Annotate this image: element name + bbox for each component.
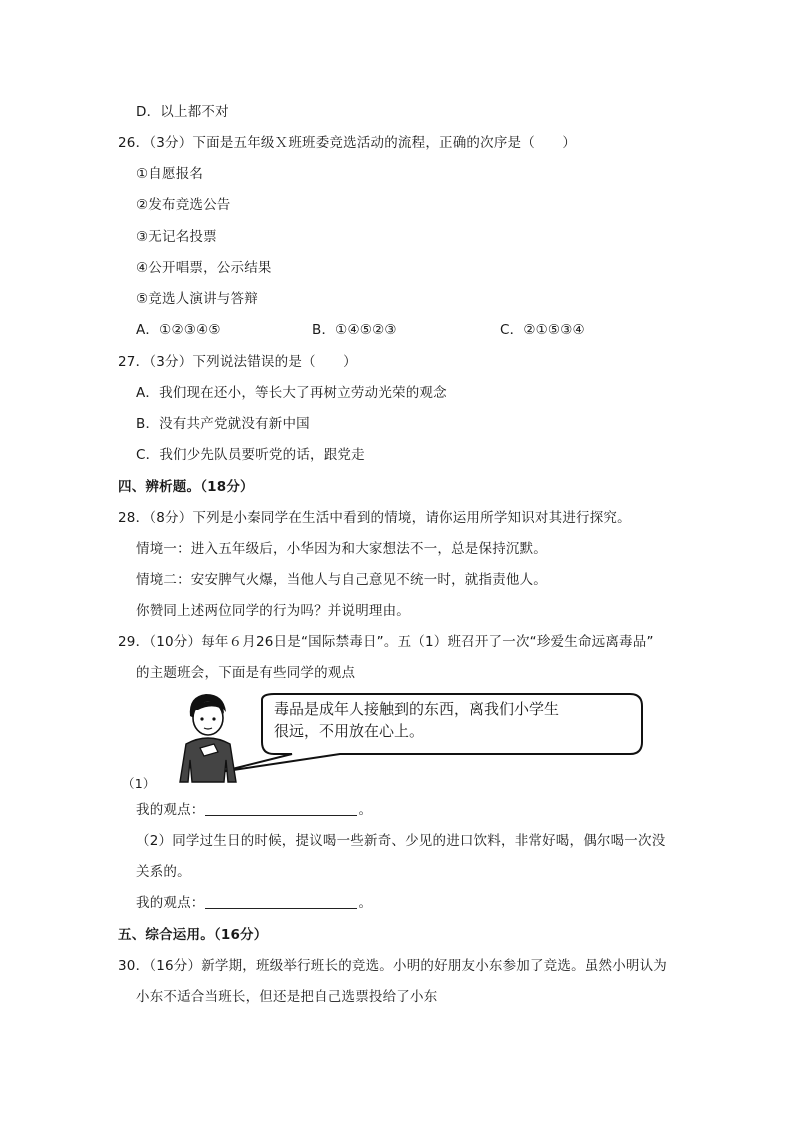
q26-step-5: ⑤竞选人演讲与答辩 <box>136 291 258 307</box>
my-view-label: 我的观点： <box>136 802 205 818</box>
q26-option-b: B．①④⑤②③ <box>312 322 397 338</box>
student-speech-illustration <box>170 686 650 786</box>
question-28-stem: 28．（8分）下列是小秦同学在生活中看到的情境，请你运用所学知识对其进行探究。 <box>118 510 631 526</box>
q29-my-view-2 <box>136 893 372 913</box>
q28-situation-1: 情境一：进入五年级后，小华因为和大家想法不一，总是保持沉默。 <box>136 541 547 557</box>
q27-option-c: C．我们少先队员要听党的话，跟党走 <box>136 447 365 463</box>
q29-sub1-label: （1） <box>122 776 156 791</box>
q29-sub2-line2: 关系的。 <box>136 864 191 880</box>
q26-option-a: A．①②③④⑤ <box>136 322 221 338</box>
q28-situation-2: 情境二：安安脾气火爆，当他人与自己意见不统一时，就指责他人。 <box>136 572 547 588</box>
q26-step-2: ②发布竞选公告 <box>136 197 231 213</box>
question-29-stem-line1: 29．（10分）每年６月26日是“国际禁毒日”。五（1）班召开了一次“珍爱生命远离毒品” <box>118 634 654 650</box>
q27-option-b: B．没有共产党就没有新中国 <box>136 416 310 432</box>
question-27-stem: 27．（3分）下列说法错误的是（ ） <box>118 354 357 370</box>
my-view-label: 我的观点： <box>136 895 205 911</box>
q26-option-c: C．②①⑤③④ <box>500 322 585 338</box>
question-30-stem-line1: 30．（16分）新学期，班级举行班长的竞选。小明的好朋友小东参加了竞选。虽然小明认为 <box>118 958 668 974</box>
q29-sub2-line1: （2）同学过生日的时候，提议喝一些新奇、少见的进口饮料，非常好喝，偶尔喝一次没 <box>136 833 666 849</box>
q27-option-a: A．我们现在还小，等长大了再树立劳动光荣的观念 <box>136 385 447 401</box>
question-26-stem: 26．（3分）下面是五年级Ｘ班班委竞选活动的流程，正确的次序是（ ） <box>118 135 577 151</box>
q26-step-1: ①自愿报名 <box>136 166 204 182</box>
option-d: D．以上都不对 <box>136 104 229 120</box>
period: 。 <box>358 802 373 818</box>
bubble-line-2: 很远，不用放在心上。 <box>274 722 425 740</box>
section-5-title: 五、综合运用。（16分） <box>118 927 268 943</box>
section-4-title: 四、辨析题。（18分） <box>118 479 254 495</box>
q26-step-3: ③无记名投票 <box>136 229 217 245</box>
q26-step-4: ④公开唱票，公示结果 <box>136 260 272 276</box>
bubble-line-1: 毒品是成年人接触到的东西，离我们小学生 <box>274 700 560 718</box>
question-29-stem-line2: 的主题班会，下面是有些同学的观点 <box>136 665 356 681</box>
answer-blank-1[interactable] <box>205 801 357 816</box>
question-30-stem-line2: 小东不适合当班长，但还是把自己选票投给了小东 <box>136 989 438 1005</box>
answer-blank-2[interactable] <box>205 894 357 909</box>
q28-question: 你赞同上述两位同学的行为吗？并说明理由。 <box>136 603 410 619</box>
q29-my-view-1 <box>136 800 372 820</box>
period: 。 <box>358 895 373 911</box>
